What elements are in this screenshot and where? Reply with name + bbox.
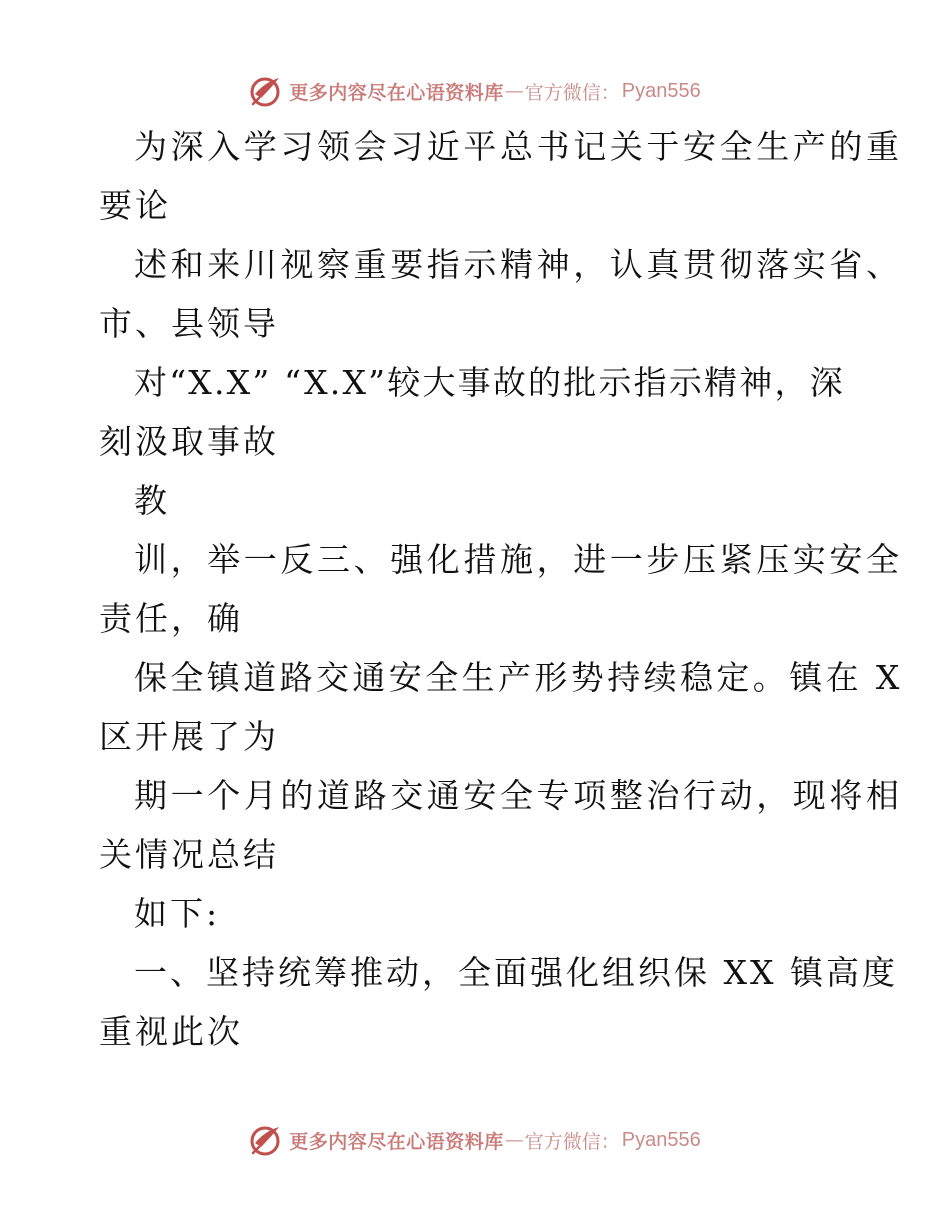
text-line: 教	[134, 481, 170, 520]
banner-wechat-label: 官方微信：	[524, 1130, 620, 1153]
text-line: 述和来川视察重要指示精神，认真贯彻落实省、	[134, 245, 903, 284]
text-line: 刻汲取事故	[99, 422, 279, 461]
text-line: 要论	[99, 186, 171, 225]
text-line: 责任，确	[99, 599, 243, 638]
text-line: 保全镇道路交通安全生产形势持续稳定。镇在 X	[134, 658, 903, 697]
banner-main-text: 更多内容尽在心语资料库	[289, 81, 504, 104]
footer-banner	[0, 1120, 950, 1160]
text-line: 期一个月的道路交通安全专项整治行动，现将相	[134, 776, 903, 815]
text-line: 关情况总结	[99, 835, 279, 874]
text-line: 区开展了为	[99, 717, 279, 756]
banner-wechat-label: 官方微信：	[524, 81, 620, 104]
quill-logo-icon	[249, 1123, 283, 1157]
banner-dash: —	[504, 80, 524, 102]
text-line: 一、坚持统筹推动，全面强化组织保 XX 镇高度	[134, 953, 898, 992]
text-line: 重视此次	[99, 1012, 243, 1051]
banner-dash: —	[504, 1129, 524, 1151]
text-line: 对“X.X” “X.X”较大事故的批示指示精神，深	[134, 363, 845, 402]
banner-main-text: 更多内容尽在心语资料库	[289, 1130, 504, 1153]
banner-wechat-id: Pyan556	[621, 79, 701, 102]
text-line: 市、县领导	[99, 304, 279, 343]
quill-logo-icon	[249, 74, 283, 108]
text-line: 训，举一反三、强化措施，进一步压紧压实安全	[134, 540, 903, 579]
text-line: 如下:	[134, 894, 221, 933]
text-line: 为深入学习领会习近平总书记关于安全生产的重	[134, 127, 903, 166]
header-banner	[0, 71, 950, 111]
banner-wechat-id: Pyan556	[621, 1128, 701, 1151]
